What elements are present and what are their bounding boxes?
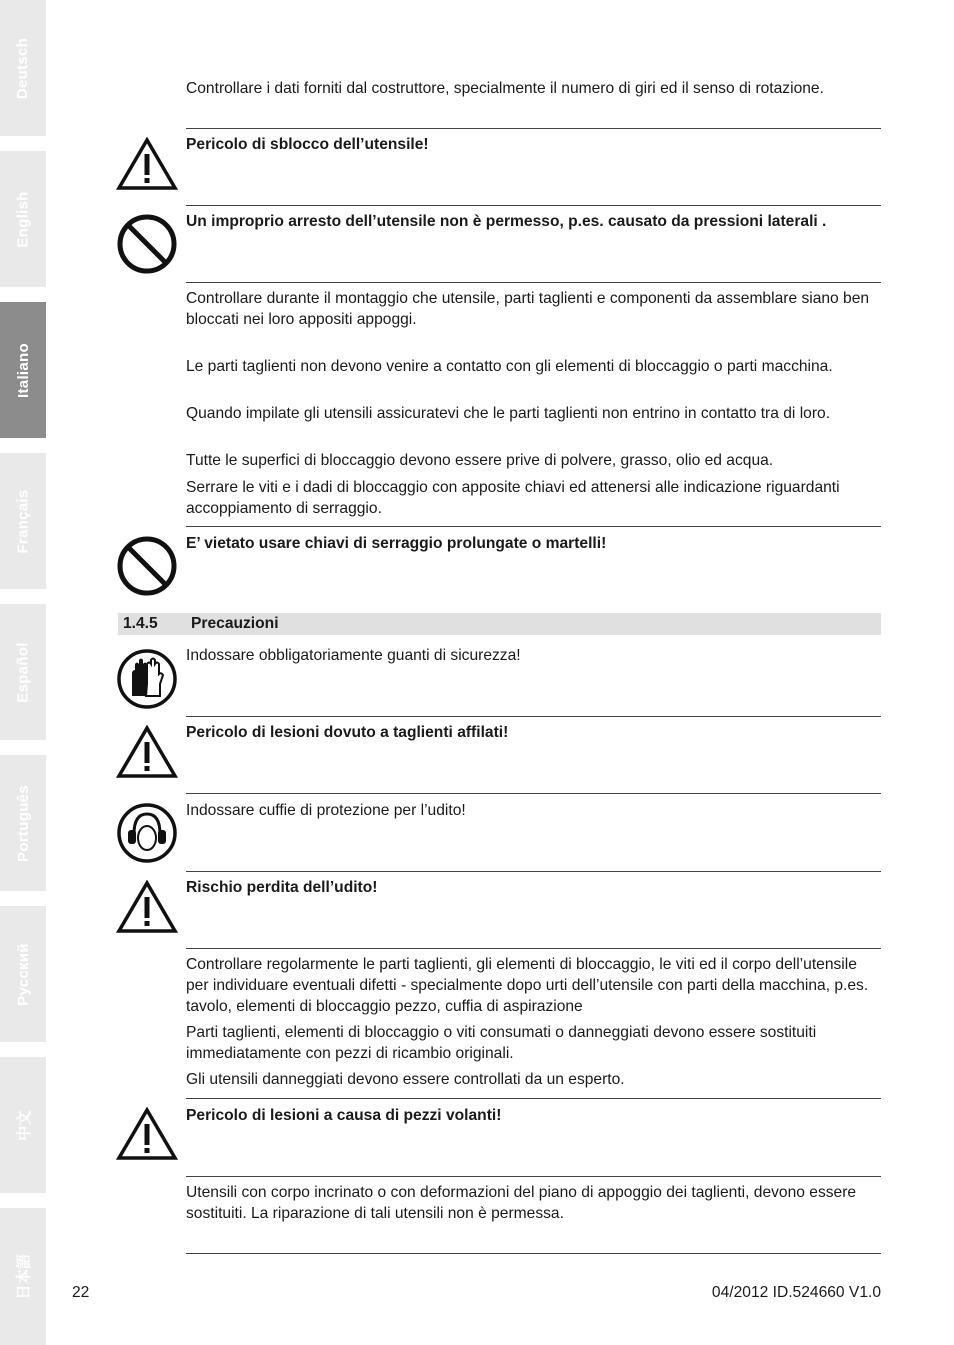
prohibition-icon (116, 535, 178, 597)
language-tab-label: English (14, 190, 32, 248)
language-tab-espanol[interactable] (0, 604, 46, 740)
paragraph: Quando impilate gli utensili assicuratevi che le parti taglienti non entrino in contatto tra di loro. (186, 405, 831, 422)
divider (186, 793, 881, 794)
divider (186, 128, 881, 129)
prohibition-icon (116, 213, 178, 275)
language-tab-chinese[interactable] (0, 1057, 46, 1193)
section-title: Precauzioni (191, 615, 279, 632)
language-tab-deutsch[interactable] (0, 0, 46, 136)
language-tab-russian[interactable] (0, 906, 46, 1042)
language-tab-label: Português (14, 784, 32, 862)
language-tab-italiano[interactable] (0, 302, 46, 438)
warning-triangle-icon (116, 1107, 178, 1161)
paragraph: Gli utensili danneggiati devono essere controllati da un esperto. (186, 1071, 625, 1088)
instruction-text: Indossare obbligatoriamente guanti di sicurezza! (186, 647, 521, 664)
paragraph: Serrare le viti e i dadi di bloccaggio con apposite chiavi ed attenersi alle indicazione riguardanti accoppiamento di serraggio. (186, 479, 840, 517)
language-tab-label: 中文 (15, 1109, 33, 1141)
prohibition-text: E’ vietato usare chiavi di serraggio prolungate o martelli! (186, 535, 607, 552)
ear-protection-icon (116, 802, 178, 864)
divider (186, 948, 881, 949)
warning-text: Pericolo di lesioni a causa di pezzi volanti! (186, 1107, 502, 1124)
divider (186, 716, 881, 717)
language-tab-label: 日本語 (15, 1253, 33, 1300)
safety-gloves-icon (116, 648, 178, 710)
paragraph: Parti taglienti, elementi di bloccaggio o viti consumati o danneggiati devono essere sostituiti immediatamente con pezzi di ricambio originali. (186, 1024, 817, 1062)
language-tab-francais[interactable] (0, 453, 46, 589)
divider (186, 1253, 881, 1254)
divider (186, 1176, 881, 1177)
language-tab-japanese[interactable] (0, 1208, 46, 1345)
language-tab-english[interactable] (0, 151, 46, 287)
section-heading (118, 613, 881, 635)
divider (186, 205, 881, 206)
language-tab-label: Français (14, 488, 32, 554)
language-tab-label: Deutsch (14, 37, 32, 99)
document-id: 04/2012 ID.524660 V1.0 (711, 1284, 881, 1301)
instruction-text: Indossare cuffie di protezione per l’udito! (186, 802, 466, 819)
language-tab-label: Español (14, 641, 32, 703)
paragraph: Le parti taglienti non devono venire a contatto con gli elementi di bloccaggio o parti macchina. (186, 358, 833, 375)
warning-triangle-icon (116, 725, 178, 779)
paragraph: Utensili con corpo incrinato o con deformazioni del piano di appoggio dei taglienti, devono essere sostituiti. La riparazione di tali utensili non è permessa. (186, 1184, 857, 1222)
paragraph: Controllare i dati forniti dal costruttore, specialmente il numero di giri ed il senso di rotazione. (186, 80, 824, 97)
divider (186, 282, 881, 283)
prohibition-text: Un improprio arresto dell’utensile non è permesso, p.es. causato da pressioni laterali . (186, 213, 827, 230)
language-tab-portugues[interactable] (0, 755, 46, 891)
warning-triangle-icon (116, 880, 178, 934)
warning-text: Pericolo di sblocco dell’utensile! (186, 136, 429, 153)
language-tab-label: Русский (14, 942, 32, 1006)
paragraph: Tutte le superfici di bloccaggio devono essere prive di polvere, grasso, olio ed acqua. (186, 452, 774, 469)
language-tab-label: Italiano (14, 342, 32, 398)
paragraph: Controllare durante il montaggio che utensile, parti taglienti e componenti da assemblare siano ben bloccati nei loro appositi appoggi. (186, 290, 870, 328)
divider (186, 526, 881, 527)
divider (186, 871, 881, 872)
page-number: 22 (72, 1284, 90, 1301)
section-number: 1.4.5 (123, 615, 158, 632)
warning-triangle-icon (116, 137, 178, 191)
divider (186, 1098, 881, 1099)
warning-text: Pericolo di lesioni dovuto a taglienti affilati! (186, 724, 509, 741)
paragraph: Controllare regolarmente le parti taglienti, gli elementi di bloccaggio, le viti ed il corpo dell’utensile per individuare eventuali difetti - specialmente dopo urti dell’utensile con parti della macchina, p.es. tavolo, elementi di bloccaggio pezzo, cuffia di aspirazione (186, 956, 869, 1015)
warning-text: Rischio perdita dell’udito! (186, 879, 378, 896)
